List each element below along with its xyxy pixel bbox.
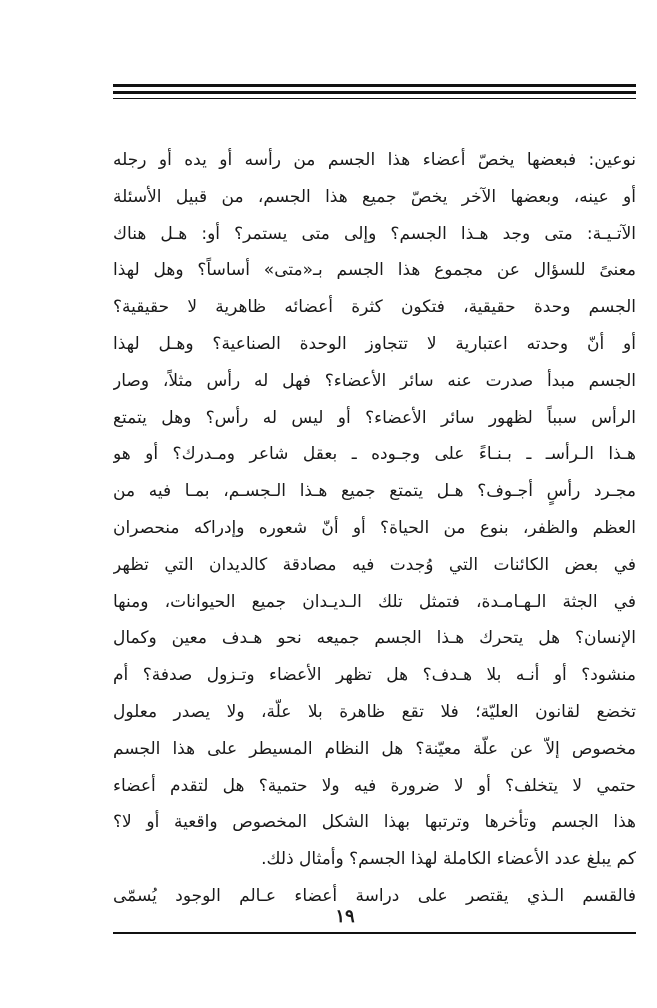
text-line: الآتـيـة: متى وجد هـذا الجسم؟ وإلى متى يستمر؟ أو: هـل هناك (113, 223, 636, 244)
text-line: أو أنّ وحدته اعتبارية لا تتجاوز الوحدة الصناعية؟ وهـل لهذا (113, 333, 636, 354)
text-line: الجسم مبدأ صدرت عنه سائر الأعضاء؟ فهل له رأس مثلاً، وصار (113, 370, 636, 391)
text-line-paragraph-end: كم يبلغ عدد الأعضاء الكاملة لهذا الجسم؟ وأمثال ذلك. (261, 849, 636, 870)
text-line: فالقسم الـذي يقتصر على دراسة أعضاء عـالم الوجود يُسمّى (113, 885, 636, 906)
text-line: الرأس سبباً لظهور سائر الأعضاء؟ أو ليس له رأس؟ وهل يتمتع (113, 407, 636, 428)
header-rule-middle (113, 91, 636, 94)
page-number: ١٩ (335, 906, 355, 927)
text-line: في بعض الكائنات التي وُجدت فيه مصادقة كالديدان التي تظهر (113, 554, 636, 575)
text-line: مجـرد رأسٍ أجـوف؟ هـل يتمتع جميع هـذا الـجسـم، بمـا فيه من (113, 481, 636, 502)
text-line: هـذا الـرأسـ ـ بـنـاءً على وجـوده ـ بعقل شاعر ومـدرك؟ أو هو (113, 444, 636, 465)
footer-rule (113, 932, 636, 934)
text-line: العظم والظفر، بنوع من الحياة؟ أو أنّ شعوره وإدراكه منحصران (113, 517, 636, 538)
text-line: أو عينه، وبعضها الآخر يخصّ جميع هذا الجسم، من قبيل الأسئلة (113, 186, 636, 207)
text-line: في الجثة الـهـامـدة، فتمثل تلك الـديـدان جميع الحيوانات، ومنها (113, 591, 636, 612)
text-line: مخصوص إلاّ عن علّة معيّنة؟ هل النظام المسيطر على هذا الجسم (113, 738, 636, 759)
header-rule-top (113, 84, 636, 87)
text-line: منشود؟ أو أنـه بلا هـدف؟ هل تظهر الأعضاء وتـزول صدفة؟ أم (113, 665, 636, 686)
text-line: تخضع لقانون العليّة؛ فلا تقع ظاهرة بلا علّة، ولا يصدر معلول (113, 701, 636, 722)
text-line: الجسم وحدة حقيقية، فتكون كثرة أعضائه ظاهرية لا حقيقية؟ (113, 297, 636, 318)
text-line: نوعين: فبعضها يخصّ أعضاء هذا الجسم من رأسه أو يده أو رجله (113, 150, 636, 170)
text-line: هذا الجسم وتأخرها وترتبها بهذا الشكل المخصوص واقعية أو لا؟ (113, 812, 636, 833)
text-line: الإنسان؟ هل يتحرك هـذا الجسم جميعه نحو هـدف معين وكمال (113, 628, 636, 649)
text-line: حتمي لا يتخلف؟ أو لا ضرورة فيه ولا حتمية؟ هل لتقدم أعضاء (113, 775, 636, 796)
header-rule-bottom (113, 98, 636, 99)
body-text (113, 142, 636, 915)
text-line: معنىً للسؤال عن مجموع هذا الجسم بـ«متى» أساساً؟ وهل لهذا (113, 260, 636, 281)
